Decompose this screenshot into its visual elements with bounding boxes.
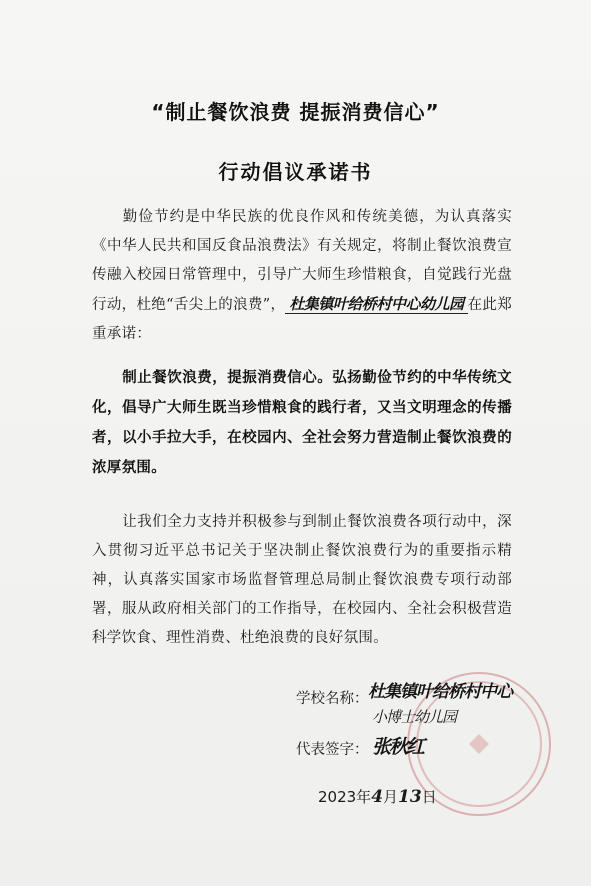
date-month-char: 月 [383, 788, 399, 806]
commitment-text: 制止餐饮浪费，提振消费信心。弘扬勤俭节约的中华传统文化，倡导广大师生既当珍惜粮食的践行者，又当文明理念的传播者，以小手拉大手，在校园内、全社会努力营造制止餐饮浪费的浓厚氛围。 [92, 370, 512, 476]
date-year: 2023年 [318, 788, 372, 806]
paragraph-commitment [92, 363, 512, 483]
paragraph-intro [92, 203, 512, 349]
date-day-char: 日 [421, 788, 437, 806]
title-sub: 行动倡议承诺书 [218, 160, 373, 184]
handwritten-school-signature: 杜集镇叶给桥村中心 [368, 682, 512, 702]
intro-text-end: 在此郑重承诺： [92, 297, 513, 342]
signing-date [318, 786, 437, 807]
date-month-handwritten: 4 [371, 787, 384, 807]
handwritten-representative-signature: 张秋红 [372, 736, 424, 758]
handwritten-school-signature-line2: 小博士幼儿园 [372, 708, 457, 726]
date-day-handwritten: 13 [398, 787, 422, 807]
call-to-action-text: 让我们全力支持并积极参与到制止餐饮浪费各项行动中，深入贯彻习近平总书记关于坚决制止餐饮浪费行为的重要指示精神，认真落实国家市场监督管理总局制止餐饮浪费专项行动部署，服从政府相关部门的工作指导，在校园内、全社会积极营造科学饮食、理性消费、杜绝浪费的良好氛围。 [92, 514, 512, 646]
school-name-label: 学校名称： [296, 691, 369, 707]
paragraph-call-to-action [92, 508, 512, 653]
handwritten-school-name: 杜集镇叶给桥村中心幼儿园 [285, 295, 467, 314]
intro-text: 勤俭节约是中华民族的优良作风和传统美德，为认真落实《中华人民共和国反食品浪费法》有关规定，将制止餐饮浪费宣传融入校园日常管理中，引导广大师生珍惜粮食，自觉践行光盘行动，杜绝“舌尖上的浪费”， [92, 209, 512, 313]
title-main: “制止餐饮浪费 提振消费信心” [151, 100, 440, 124]
representative-signature-label: 代表签字： [296, 742, 369, 758]
